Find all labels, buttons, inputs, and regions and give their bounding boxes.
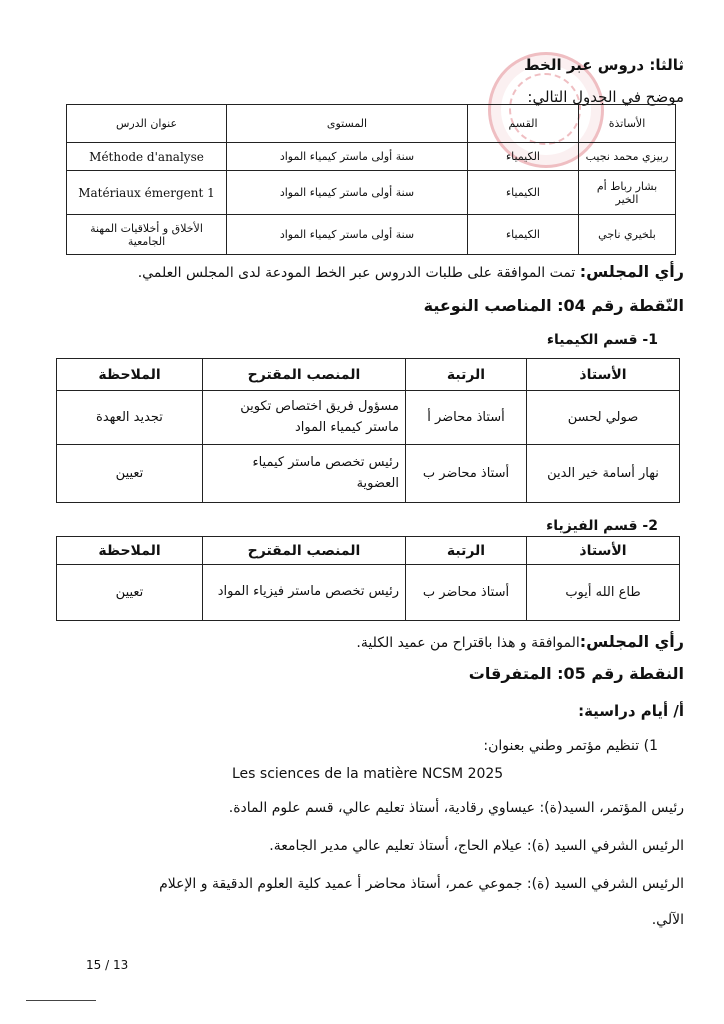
cell-title: Matériaux émergent 1	[67, 171, 227, 215]
section-subheading: موضح في الجدول التالي:	[527, 88, 684, 106]
cell-teacher: نهار أسامة خير الدين	[527, 445, 680, 503]
cell-note: تجديد العهدة	[57, 391, 203, 445]
council-text: الموافقة و هذا باقتراح من عميد الكلية.	[356, 635, 580, 651]
cell-position: مسؤول فريق اختصاص تكوين ماستر كيمياء المواد	[203, 391, 406, 445]
header-department: القسم	[468, 105, 579, 143]
department-heading: 1- قسم الكيمياء	[546, 332, 658, 348]
cell-rank: أستاذ محاضر ب	[406, 565, 527, 621]
cell-note: تعيين	[57, 565, 203, 621]
header-teacher: الأساتذة	[579, 105, 676, 143]
header-position: المنصب المقترح	[203, 537, 406, 565]
header-rank: الرتبة	[406, 537, 527, 565]
footer-rule	[26, 1000, 96, 1001]
header-note: الملاحظة	[57, 537, 203, 565]
honorary-president: الرئيس الشرفي السيد (ة): عيلام الحاج، أستاذ تعليم عالي مدير الجامعة.	[269, 838, 684, 854]
cell-position: رئيس تخصص ماستر فيزياء المواد	[203, 565, 406, 621]
header-rank: الرتبة	[406, 359, 527, 391]
honorary-president: الرئيس الشرفي السيد (ة): جموعي عمر، أستاذ محاضر أ عميد كلية العلوم الدقيقة و الإعلام	[159, 876, 684, 892]
cell-title: الأخلاق و أخلاقيات المهنة الجامعية	[67, 215, 227, 255]
cell-title: Méthode d'analyse	[67, 143, 227, 171]
header-note: الملاحظة	[57, 359, 203, 391]
conference-title: Les sciences de la matière NCSM 2025	[232, 766, 504, 782]
physics-positions-table	[56, 536, 680, 621]
header-position: المنصب المقترح	[203, 359, 406, 391]
list-item: 1) تنظيم مؤتمر وطني بعنوان:	[483, 738, 658, 754]
cell-rank: أستاذ محاضر ب	[406, 445, 527, 503]
department-heading: 2- قسم الفيزياء	[546, 518, 658, 534]
online-courses-table	[66, 104, 676, 255]
cell-department: الكيمياء	[468, 215, 579, 255]
council-text: تمت الموافقة على طلبات الدروس عبر الخط المودعة لدى المجلس العلمي.	[137, 265, 580, 281]
cell-teacher: بلخيري ناجي	[579, 215, 676, 255]
cell-rank: أستاذ محاضر أ	[406, 391, 527, 445]
cell-level: سنة أولى ماستر كيمياء المواد	[227, 215, 468, 255]
chemistry-positions-table	[56, 358, 680, 503]
header-teacher: الأستاذ	[527, 359, 680, 391]
header-level: المستوى	[227, 105, 468, 143]
cell-note: تعيين	[57, 445, 203, 503]
cell-level: سنة أولى ماستر كيمياء المواد	[227, 171, 468, 215]
council-label: رأي المجلس:	[579, 632, 684, 651]
cell-teacher: ربيزي محمد نجيب	[579, 143, 676, 171]
header-title: عنوان الدرس	[67, 105, 227, 143]
page-number: 15 / 13	[86, 958, 129, 972]
point-heading: النّقطة رقم 04: المناصب النوعية	[423, 296, 684, 315]
cell-teacher: صولي لحسن	[527, 391, 680, 445]
cell-teacher: طاع الله أيوب	[527, 565, 680, 621]
council-label: رأي المجلس:	[579, 262, 684, 281]
subsection-heading: أ/ أيام دراسية:	[578, 702, 684, 720]
section-heading: ثالثا: دروس عبر الخط	[523, 56, 684, 74]
council-opinion	[138, 262, 684, 281]
conference-president: رئيس المؤتمر، السيد(ة): عيساوي رقادية، أستاذ تعليم عالي، قسم علوم المادة.	[228, 800, 684, 816]
cell-department: الكيمياء	[468, 171, 579, 215]
cell-position: رئيس تخصص ماستر كيمياء العضوية	[203, 445, 406, 503]
cell-department: الكيمياء	[468, 143, 579, 171]
cell-level: سنة أولى ماستر كيمياء المواد	[227, 143, 468, 171]
council-opinion	[356, 632, 684, 651]
cell-teacher: بشار رباط أم الخير	[579, 171, 676, 215]
honorary-president-continued: الآلي.	[651, 912, 684, 928]
point-heading: النقطة رقم 05: المتفرقات	[468, 664, 684, 683]
header-teacher: الأستاذ	[527, 537, 680, 565]
